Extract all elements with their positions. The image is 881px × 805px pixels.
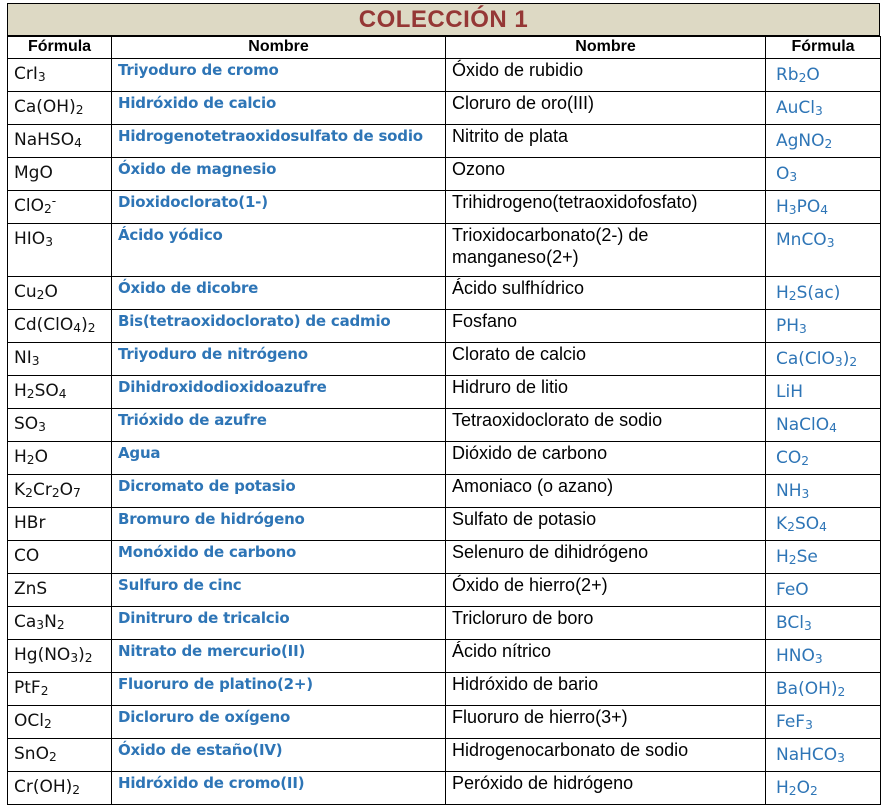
table-body <box>8 59 881 805</box>
name-right-cell: Trioxidocarbonato(2-) de manganeso(2+) <box>446 224 766 277</box>
formula-left-cell: $K_2Cr_2O_7$ <box>8 475 112 508</box>
formula-right-cell: $H_2O_2$ <box>766 772 881 805</box>
table-row <box>8 310 881 343</box>
table-row <box>8 706 881 739</box>
name-left-cell: Dicloruro de oxígeno <box>112 706 446 739</box>
formula-left-cell: ClO$_2$- <box>8 191 112 224</box>
formula-left-cell: $Cd(ClO_4)_2$ <box>8 310 112 343</box>
formula-left-cell: $Cr(OH)_2$ <box>8 772 112 805</box>
formula-left-cell: MgO <box>8 158 112 191</box>
table-row <box>8 224 881 277</box>
formula-right-cell: BCl$_3$ <box>766 607 881 640</box>
name-right-cell: Hidrogenocarbonato de sodio <box>446 739 766 772</box>
formula-right-cell: FeO <box>766 574 881 607</box>
formula-right-cell: $NH_3$ <box>766 475 881 508</box>
table-row <box>8 343 881 376</box>
formula-left-cell: ZnS <box>8 574 112 607</box>
name-left-cell: Triyoduro de nitrógeno <box>112 343 446 376</box>
name-right-cell: Hidróxido de bario <box>446 673 766 706</box>
name-left-cell: Hidrogenotetraoxidosulfato de sodio <box>112 125 446 158</box>
formula-right-cell: NaClO$_4$ <box>766 409 881 442</box>
name-left-cell: Agua <box>112 442 446 475</box>
name-left-cell: Trióxido de azufre <box>112 409 446 442</box>
name-left-cell: Nitrato de mercurio(II) <box>112 640 446 673</box>
table-row <box>8 508 881 541</box>
name-left-cell: Triyoduro de cromo <box>112 59 446 92</box>
header-name-left: Nombre <box>112 37 446 59</box>
name-left-cell: Dihidroxidodioxidoazufre <box>112 376 446 409</box>
table-row <box>8 574 881 607</box>
name-right-cell: Tricloruro de boro <box>446 607 766 640</box>
table-row <box>8 442 881 475</box>
formula-right-cell: $Ca(ClO_3)_2$ <box>766 343 881 376</box>
name-left-cell: Monóxido de carbono <box>112 541 446 574</box>
name-right-cell: Ácido sulfhídrico <box>446 277 766 310</box>
table-row <box>8 409 881 442</box>
formula-left-cell: SnO$_2$ <box>8 739 112 772</box>
name-left-cell: Bis(tetraoxidoclorato) de cadmio <box>112 310 446 343</box>
formula-right-cell: $Rb_2O$ <box>766 59 881 92</box>
name-left-cell: Óxido de dicobre <box>112 277 446 310</box>
formula-left-cell: $Cu_2O$ <box>8 277 112 310</box>
table-row <box>8 607 881 640</box>
formula-right-cell: $PH_3$ <box>766 310 881 343</box>
table-row <box>8 376 881 409</box>
name-left-cell: Bromuro de hidrógeno <box>112 508 446 541</box>
name-left-cell: Ácido yódico <box>112 224 446 277</box>
name-left-cell: Dinitruro de tricalcio <box>112 607 446 640</box>
name-left-cell: Hidróxido de calcio <box>112 92 446 125</box>
table-row <box>8 739 881 772</box>
formula-left-cell: PtF$_2$ <box>8 673 112 706</box>
name-left-cell: Dicromato de potasio <box>112 475 446 508</box>
table-row <box>8 158 881 191</box>
name-right-cell: Trihidrogeno(tetraoxidofosfato) <box>446 191 766 224</box>
header-formula-right: Fórmula <box>766 37 881 59</box>
name-right-cell: Óxido de hierro(2+) <box>446 574 766 607</box>
name-right-cell: Selenuro de dihidrógeno <box>446 541 766 574</box>
formula-right-cell: $HNO_3$ <box>766 640 881 673</box>
name-right-cell: Sulfato de potasio <box>446 508 766 541</box>
table-row <box>8 673 881 706</box>
formula-left-cell: CrI$_3$ <box>8 59 112 92</box>
name-left-cell: Hidróxido de cromo(II) <box>112 772 446 805</box>
name-right-cell: Dióxido de carbono <box>446 442 766 475</box>
table-row <box>8 475 881 508</box>
formula-right-cell: LiH <box>766 376 881 409</box>
name-right-cell: Fosfano <box>446 310 766 343</box>
formula-right-cell: $Ba(OH)_2$ <box>766 673 881 706</box>
formula-right-cell: AgNO$_2$ <box>766 125 881 158</box>
formula-right-cell: $H_2Se$ <box>766 541 881 574</box>
formula-left-cell: $H_2O$ <box>8 442 112 475</box>
formula-right-cell: MnCO$_3$ <box>766 224 881 277</box>
formula-left-cell: $Hg(NO_3)_2$ <box>8 640 112 673</box>
name-right-cell: Hidruro de litio <box>446 376 766 409</box>
name-right-cell: Clorato de calcio <box>446 343 766 376</box>
formula-right-cell: $H_2S(ac)$ <box>766 277 881 310</box>
formula-left-cell: $HIO_3$ <box>8 224 112 277</box>
name-right-cell: Fluoruro de hierro(3+) <box>446 706 766 739</box>
header-name-right: Nombre <box>446 37 766 59</box>
name-right-cell: Peróxido de hidrógeno <box>446 772 766 805</box>
formula-left-cell: $H_2SO_4$ <box>8 376 112 409</box>
formula-right-cell: FeF$_3$ <box>766 706 881 739</box>
formula-left-cell: $Ca(OH)_2$ <box>8 92 112 125</box>
name-right-cell: Ozono <box>446 158 766 191</box>
name-right-cell: Nitrito de plata <box>446 125 766 158</box>
formula-right-cell: $CO_2$ <box>766 442 881 475</box>
table-row <box>8 640 881 673</box>
table-row <box>8 277 881 310</box>
page-title: COLECCIÓN 1 <box>358 6 529 33</box>
formula-left-cell: $SO_3$ <box>8 409 112 442</box>
formula-left-cell: CO <box>8 541 112 574</box>
title-bar <box>7 3 880 36</box>
name-left-cell: Sulfuro de cinc <box>112 574 446 607</box>
name-left-cell: Óxido de estaño(IV) <box>112 739 446 772</box>
name-right-cell: Amoniaco (o azano) <box>446 475 766 508</box>
table-row <box>8 191 881 224</box>
formula-left-cell: OCl$_2$ <box>8 706 112 739</box>
header-formula-left: Fórmula <box>8 37 112 59</box>
name-right-cell: Tetraoxidoclorato de sodio <box>446 409 766 442</box>
table-row <box>8 125 881 158</box>
formula-right-cell: $K_2SO_4$ <box>766 508 881 541</box>
name-left-cell: Óxido de magnesio <box>112 158 446 191</box>
name-left-cell: Fluoruro de platino(2+) <box>112 673 446 706</box>
table-row <box>8 541 881 574</box>
formula-left-cell: HBr <box>8 508 112 541</box>
formula-right-cell: $H_3PO_4$ <box>766 191 881 224</box>
table-row <box>8 92 881 125</box>
table-row <box>8 59 881 92</box>
formula-left-cell: $NI_3$ <box>8 343 112 376</box>
compounds-table <box>7 36 881 805</box>
table-row <box>8 772 881 805</box>
name-right-cell: Óxido de rubidio <box>446 59 766 92</box>
formula-right-cell: NaHCO$_3$ <box>766 739 881 772</box>
name-left-cell: Dioxidoclorato(1-) <box>112 191 446 224</box>
formula-right-cell: $O_3$ <box>766 158 881 191</box>
chemistry-sheet <box>7 3 880 798</box>
name-right-cell: Ácido nítrico <box>446 640 766 673</box>
formula-left-cell: $Ca_3N_2$ <box>8 607 112 640</box>
header-row <box>8 37 881 59</box>
name-right-cell: Cloruro de oro(III) <box>446 92 766 125</box>
formula-left-cell: NaHSO$_4$ <box>8 125 112 158</box>
formula-right-cell: AuCl$_3$ <box>766 92 881 125</box>
